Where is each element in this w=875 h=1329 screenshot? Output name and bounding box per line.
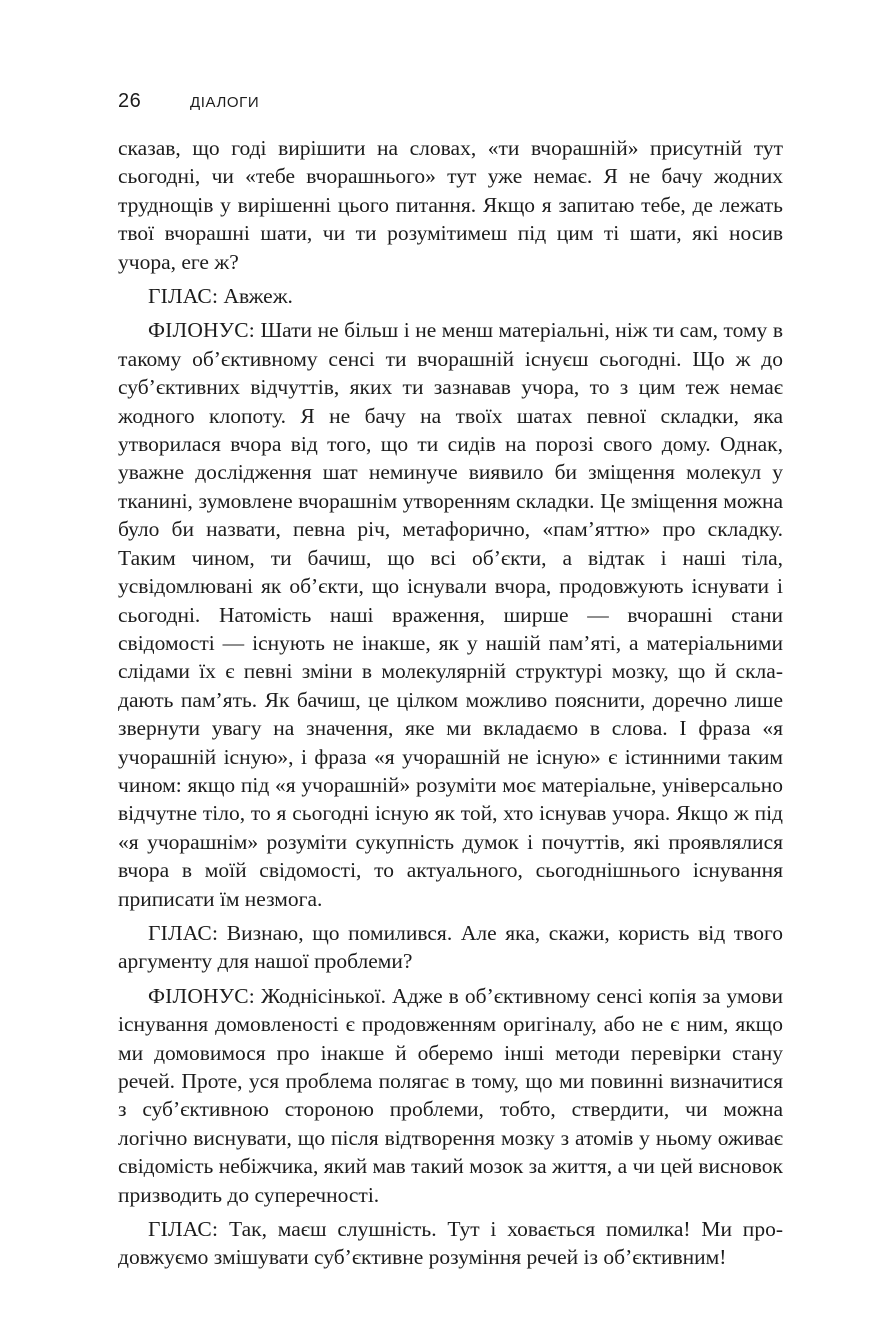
speaker-label: ГІЛАС: bbox=[148, 284, 219, 309]
dialogue-paragraph bbox=[118, 982, 783, 1209]
running-head-title: ДІАЛОГИ bbox=[190, 94, 260, 111]
running-header bbox=[118, 90, 259, 113]
paragraph-continuation bbox=[118, 134, 783, 276]
speaker-label: ГІЛАС: bbox=[148, 920, 219, 945]
body-text bbox=[118, 134, 783, 1278]
paragraph-text: Визнаю, що помилився. Але яка, скажи, користь від твого аргументу для нашої проблеми? bbox=[118, 920, 783, 974]
dialogue-paragraph bbox=[118, 316, 783, 913]
dialogue-paragraph bbox=[118, 919, 783, 976]
page-number: 26 bbox=[118, 90, 142, 112]
speaker-label: ФІЛОНУС: bbox=[148, 318, 255, 343]
speaker-label: ГІЛАС: bbox=[148, 1217, 219, 1242]
dialogue-paragraph bbox=[118, 1215, 783, 1272]
paragraph-text: Шати не більш і не менш матеріальні, ніж ти сам, тому в такому об’єктивному сенсі ти вчорашній існуєш сьогодні. Що ж до суб’єктивних відчуттів, яких ти зазнавав учора, то з цим теж немає жодного клопоту. Я не бачу на твоїх шатах певної складки, яка утворилася вчора від того, що ти сидів на порозі свого дому. Однак, уважне дослідження шат неминуче виявило би зміщення молекул у тканині, зумовлене вчорашнім утворенням складки. Це зміщення можна було би назвати, певна річ, метафорично, «пам’яттю» про складку. Таким чином, ти бачиш, що всі об’єкти, а відтак і наші тіла, усвідомлювані як об’єкти, що існували вчора, продовжують існувати і сьогодні. Натомість наші враження, ширше — вчорашні стани свідомості — існують не інакше, як у нашій пам’яті, а матеріальними слідами їх є певні зміни в молекулярній структурі мозку, що й складають пам’ять. Як бачиш, це цілком можливо пояснити, доречно лише звернути увагу на значення, яке ми вкладаємо в слова. І фраза «я учорашній існую», і фраза «я учорашній не існую» є істинними таким чином: якщо під «я учорашній» розуміти моє матеріальне, універсально відчутне тіло, то я сьогодні існую як той, хто існував учора. Якщо ж під «я учорашнім» розуміти сукупність думок і почуттів, які проявлялися вчора в моїй свідомості, то актуального, сьогоднішнього існування приписати їм незмога. bbox=[118, 318, 783, 911]
paragraph-text: Авжеж. bbox=[218, 284, 293, 309]
paragraph-text: Так, маєш слушність. Тут і ховається помилка! Ми продовжуємо змішувати суб’єктивне розуміння речей із об’єктивним! bbox=[118, 1217, 783, 1270]
dialogue-paragraph bbox=[118, 282, 783, 310]
paragraph-text: Жоднісінької. Адже в об’єктивному сенсі копія за умови існування домовленості є продовженням оригіналу, або не є ним, якщо ми домовимося про інакше й оберемо інші методи перевірки стану речей. Проте, уся проблема полягає в тому, що ми повинні визначитися з суб’єктивною стороною проблеми, тобто, ствердити, чи можна логічно виснувати, що після відтворення мозку з атомів у ньому оживає свідомість небіжчика, який мав такий мозок за життя, а чи цей висновок призводить до суперечності. bbox=[118, 983, 783, 1207]
paragraph-text: сказав, що годі вирішити на словах, «ти вчорашній» присутній тут сьогодні, чи «тебе вчорашнього» тут уже немає. Я не бачу жодних труднощів у вирішенні цього питання. Якщо я запитаю тебе, де лежать твої вчорашні шати, чи ти розумітимеш під цим ті шати, які носив учора, еге ж? bbox=[118, 136, 783, 274]
speaker-label: ФІЛОНУС: bbox=[148, 983, 255, 1008]
